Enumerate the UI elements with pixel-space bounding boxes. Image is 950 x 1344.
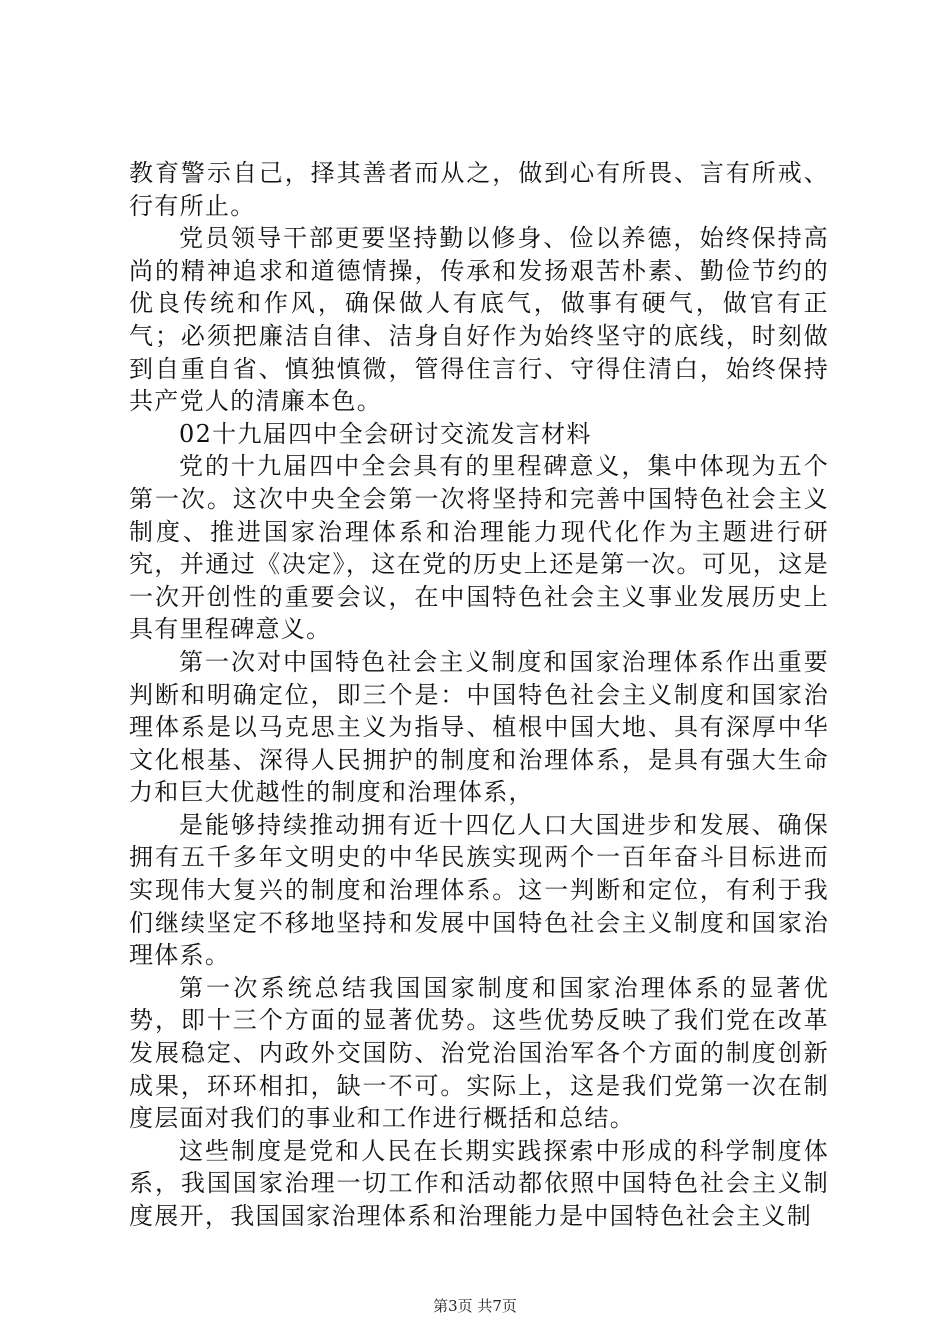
page-number: 第3页 共7页: [433, 1297, 517, 1315]
paragraph-continuation: 教育警示自己，择其善者而从之，做到心有所畏、言有所戒、行有所止。: [129, 159, 829, 220]
section-heading: 02十九届四中全会研讨交流发言材料: [179, 419, 592, 448]
paragraph: 是能够持续推动拥有近十四亿人口大国进步和发展、确保拥有五千多年文明史的中华民族实现两个一百年奋斗目标进而实现伟大复兴的制度和治理体系。这一判断和定位，有利于我们继续坚定不移地坚持和发展中国特色社会主义制度和国家治理体系。: [129, 810, 829, 970]
document-body: [129, 157, 829, 1233]
paragraph: 党的十九届四中全会具有的里程碑意义，集中体现为五个第一次。这次中央全会第一次将坚持和完善中国特色社会主义制度、推进国家治理体系和治理能力现代化作为主题进行研究，并通过《决定》，这在党的历史上还是第一次。可见，这是一次开创性的重要会议，在中国特色社会主义事业发展历史上具有里程碑意义。: [129, 452, 829, 644]
paragraph: 党员领导干部更要坚持勤以修身、俭以养德，始终保持高尚的精神追求和道德情操，传承和发扬艰苦朴素、勤俭节约的优良传统和作风，确保做人有底气，做事有硬气，做官有正气；必须把廉洁自律、洁身自好作为始终坚守的底线，时刻做到自重自省、慎独慎微，管得住言行、守得住清白，始终保持共产党人的清廉本色。: [129, 224, 829, 416]
paragraph: 第一次对中国特色社会主义制度和国家治理体系作出重要判断和明确定位，即三个是：中国特色社会主义制度和国家治理体系是以马克思主义为指导、植根中国大地、具有深厚中华文化根基、深得人民拥护的制度和治理体系，是具有强大生命力和巨大优越性的制度和治理体系，: [129, 647, 829, 807]
paragraph: 这些制度是党和人民在长期实践探索中形成的科学制度体系，我国国家治理一切工作和活动都依照中国特色社会主义制度展开，我国国家治理体系和治理能力是中国特色社会主义制: [129, 1136, 829, 1230]
paragraph: 第一次系统总结我国国家制度和国家治理体系的显著优势，即十三个方面的显著优势。这些优势反映了我们党在改革发展稳定、内政外交国防、治党治国治军各个方面的制度创新成果，环环相扣，缺一不可。实际上，这是我们党第一次在制度层面对我们的事业和工作进行概括和总结。: [129, 973, 829, 1133]
